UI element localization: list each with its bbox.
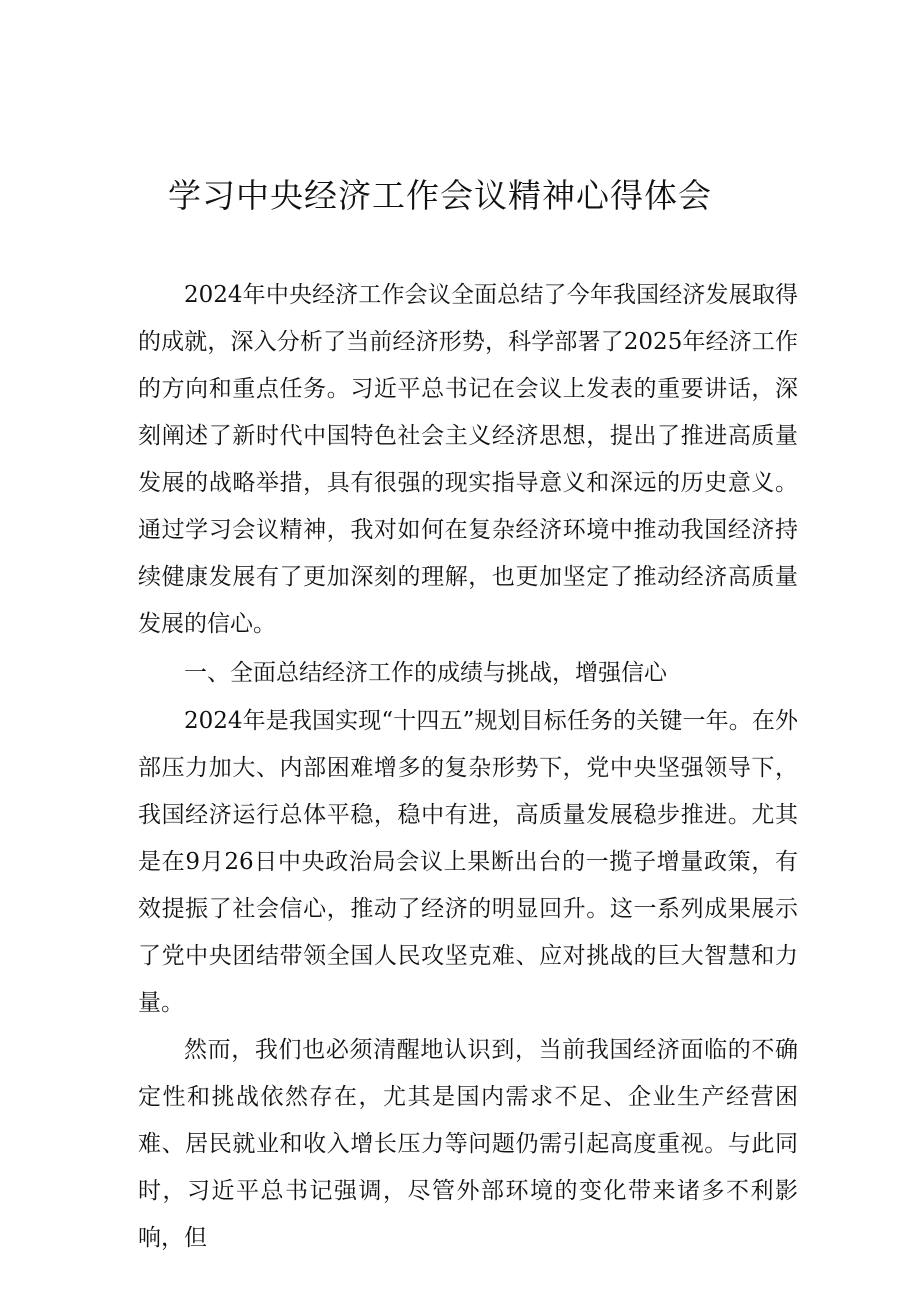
- document-body: [138, 272, 798, 1262]
- document-title: 学习中央经济工作会议精神心得体会: [168, 176, 712, 215]
- section1-paragraph-2: 然而，我们也必须清醒地认识到，当前我国经济面临的不确定性和挑战依然存在，尤其是国内需求不足、企业生产经营困难、居民就业和收入增长压力等问题仍需引起高度重视。与此同时，习近平总书记强调，尽管外部环境的变化带来诸多不利影响，但: [138, 1037, 798, 1251]
- intro-paragraph: 2024年中央经济工作会议全面总结了今年我国经济发展取得的成就，深入分析了当前经济形势，科学部署了2025年经济工作的方向和重点任务。习近平总书记在会议上发表的重要讲话，深刻阐述了新时代中国特色社会主义经济思想，提出了推进高质量发展的战略举措，具有很强的现实指导意义和深远的历史意义。通过学习会议精神，我对如何在复杂经济环境中推动我国经济持续健康发展有了更加深刻的理解，也更加坚定了推动经济高质量发展的信心。: [138, 282, 798, 637]
- section1-paragraph-1: 2024年是我国实现“十四五”规划目标任务的关键一年。在外部压力加大、内部困难增多的复杂形势下，党中央坚强领导下，我国经济运行总体平稳，稳中有进，高质量发展稳步推进。尤其是在9月26日中央政治局会议上果断出台的一揽子增量政策，有效提振了社会信心，推动了经济的明显回升。这一系列成果展示了党中央团结带领全国人民攻坚克难、应对挑战的巨大智慧和力量。: [138, 708, 798, 1016]
- section-heading-1: 一、全面总结经济工作的成绩与挑战，增强信心: [184, 660, 667, 686]
